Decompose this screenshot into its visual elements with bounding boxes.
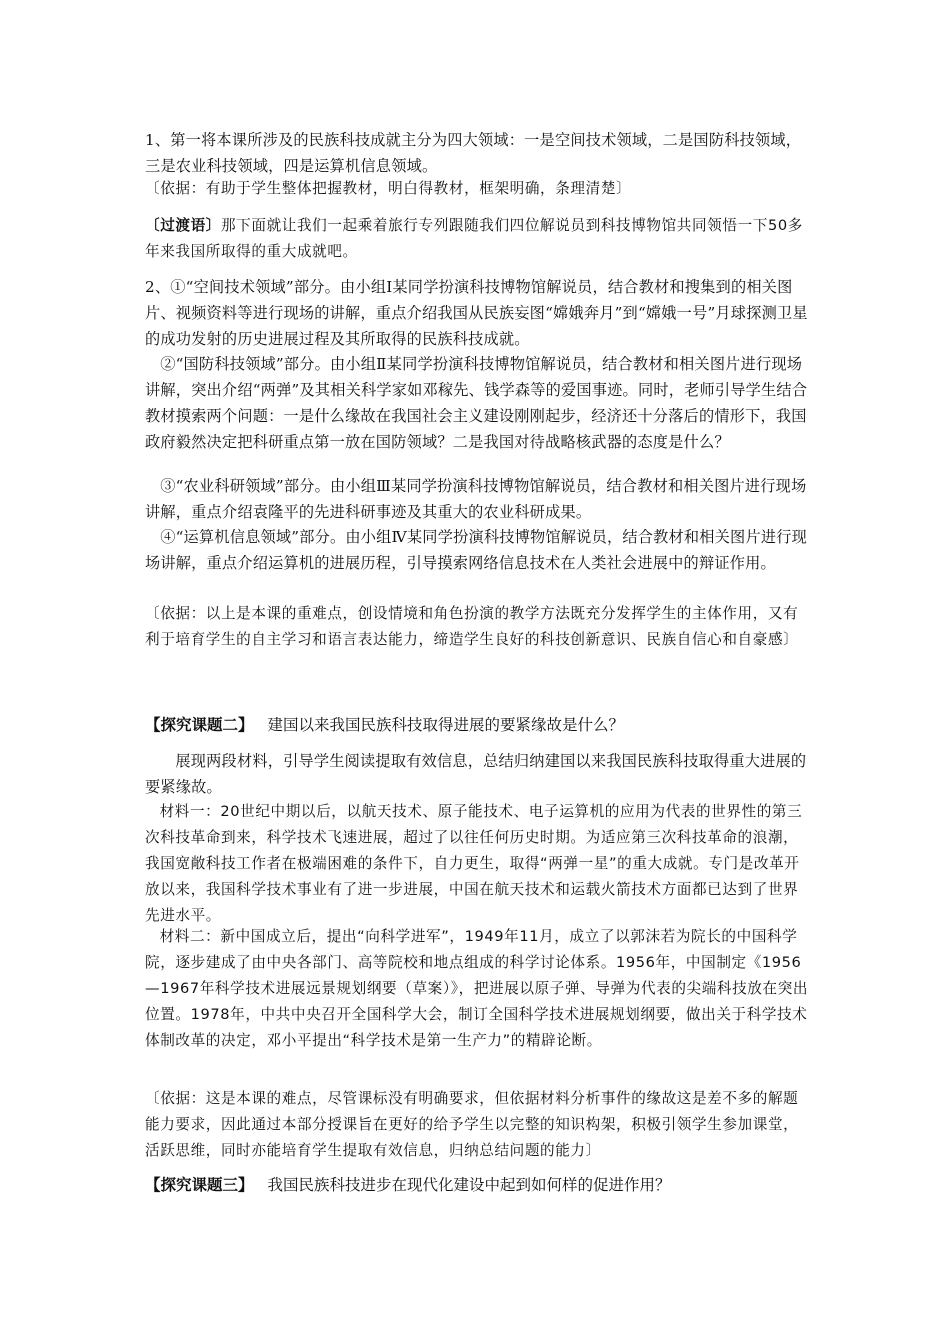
paragraph-2-defense: ②“国防科技领域”部分。由小组Ⅱ某同学扮演科技博物馆解说员，结合教材和相关图片进行现场讲解，突出介绍“两弹”及其相关科学家如邓稼先、钱学森等的爱国事迹。同时，老师引导学生结合教材摸索两个问题：一是什么缘故在我国社会主义建设刚刚起步，经济还十分落后的情形下，我国政府毅然决定把科研重点第一放在国防领域？二是我国对待战略核武器的态度是什么？ (145, 355, 808, 451)
transition-tag: 〔过渡语〕 (145, 217, 221, 234)
topic-two-question: 建国以来我国民族科技取得进展的要紧缘故是什么？ (267, 716, 625, 734)
transition-text: 那下面就让我们一起乘着旅行专列跟随我们四位解说员到科技博物馆共同领悟一下50多年来我国所取得的重大成就吧。 (145, 217, 803, 260)
topic-three-question: 我国民族科技进步在现代化建设中起到如何样的促进作用？ (267, 1176, 671, 1194)
basis-note-1: 〔依据：有助于学生整体把握教材，明白得教材，框架明确，条理清楚〕 (145, 180, 632, 197)
basis-note-2: 〔依据：以上是本课的重难点，创设情境和角色扮演的教学方法既充分发挥学生的主体作用，又有利于培育学生的自主学习和语言表达能力，缔造学生良好的科技创新意识、民族自信心和自豪感〕 (145, 605, 799, 648)
topic-two-tag: 【探究课题二】 (145, 716, 254, 734)
topic-three-heading (145, 1172, 810, 1199)
material-two: 材料二：新中国成立后，提出“向科学进军”，1949年11月，成立了以郭沫若为院长的中国科学院，逐步建成了由中央各部门、高等院校和地点组成的科学讨论体系。1956年，中国制定《1956—1967年科学技术进展远景规划纲要（草案）》，把进展以原子弹、导弹为代表的尖端科技放在突出位置。1978年，中共中央召开全国科学大会，制订全国科学技术进展规划纲要，做出关于科学技术体制改革的决定，邓小平提出“科学技术是第一生产力”的精辟论断。 (145, 928, 809, 1049)
topic-three-tag: 【探究课题三】 (145, 1176, 254, 1194)
paragraph-2-computer: ④“运算机信息领域”部分。由小组Ⅳ某同学扮演科技博物馆解说员，结合教材和相关图片进行现场讲解，重点介绍运算机的进展历程，引导摸索网络信息技术在人类社会进展中的辩证作用。 (145, 528, 807, 572)
transition-paragraph (145, 213, 810, 265)
basis-note-3: 〔依据：这是本课的难点，尽管课标没有明确要求，但依据材料分析事件的缘故这是差不多的解题能力要求，因此通过本部分授课旨在更好的给予学生以完整的知识构架，积极引领学生参加课堂，活跃思维，同时亦能培育学生提取有效信息，归纳总结问题的能力〕 (145, 1090, 799, 1159)
paragraph-2-agriculture: ③“农业科研领域”部分。由小组Ⅲ某同学扮演科技博物馆解说员，结合教材和相关图片进行现场讲解，重点介绍袁隆平的先进科研事迹及其重大的农业科研成果。 (145, 477, 807, 521)
paragraph-1: 1、第一将本课所涉及的民族科技成就主分为四大领域：一是空间技术领域，二是国防科技领域，三是农业科技领域，四是运算机信息领域。 (145, 131, 802, 175)
paragraph-2-space: 2、①“空间技术领域”部分。由小组Ⅰ某同学扮演科技博物馆解说员，结合教材和搜集到的相关图片、视频资料等进行现场的讲解，重点介绍我国从民族妄图“嫦娥奔月”到“嫦娥一号”月球探测卫星的成功发射的历史进展过程及其所取得的民族科技成就。 (145, 278, 808, 348)
paragraph-3: 展现两段材料，引导学生阅读提取有效信息，总结归纳建国以来我国民族科技取得重大进展的要紧缘故。 (145, 752, 807, 796)
topic-two-heading (145, 712, 810, 739)
material-one: 材料一：20世纪中期以后，以航天技术、原子能技术、电子运算机的应用为代表的世界性的第三次科技革命到来，科学技术飞速进展，超过了以往任何历史时期。为适应第三次科技革命的浪潮，我国宽敞科技工作者在极端困难的条件下，自力更生，取得“两弹一星”的重大成就。专门是改革开放以来，我国科学技术事业有了进一步进展，中国在航天技术和运载火箭技术方面都已达到了世界先进水平。 (145, 803, 803, 924)
